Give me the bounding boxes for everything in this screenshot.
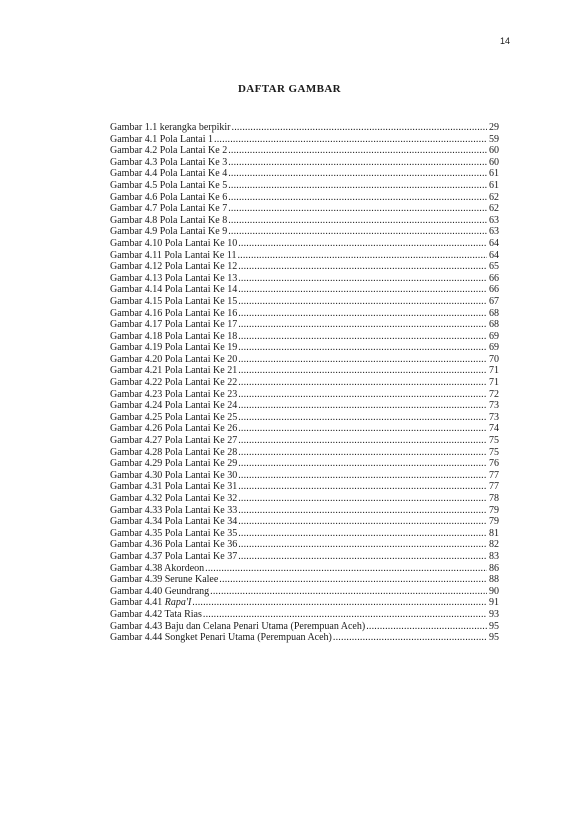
entry-label-text: Gambar 4.12 Pola Lantai Ke 12 (110, 261, 238, 273)
entry-label (110, 342, 237, 354)
entry-page-number: 93 (489, 608, 499, 620)
entry-label-text: Gambar 1.1 kerangka berpikir (110, 122, 231, 133)
dot-leader (238, 319, 487, 331)
dot-leader (228, 180, 487, 192)
figure-list (110, 122, 499, 644)
entry-page-number: 66 (489, 272, 499, 284)
entry-label-text: Gambar 4.3 Pola Lantai Ke 3 (110, 156, 228, 168)
entry-page-number: 68 (489, 307, 499, 319)
figure-list-entry[interactable] (110, 238, 499, 250)
dot-leader (237, 250, 487, 262)
entry-page-number: 77 (489, 481, 499, 493)
entry-label (110, 250, 236, 262)
entry-page-number: 77 (489, 469, 499, 481)
entry-label (110, 389, 237, 401)
entry-label (110, 261, 237, 273)
entry-page-number: 29 (489, 122, 499, 133)
dot-leader (238, 365, 487, 377)
entry-page-number: 61 (489, 168, 499, 180)
entry-page-number: 86 (489, 562, 499, 574)
dot-leader (238, 331, 487, 343)
dot-leader (333, 632, 487, 644)
figure-list-entry[interactable] (110, 447, 499, 459)
entry-label (110, 238, 237, 250)
entry-page-number: 66 (489, 284, 499, 296)
entry-page-number: 59 (489, 133, 499, 145)
dot-leader (232, 122, 487, 134)
entry-page-number: 61 (489, 179, 499, 191)
entry-label (110, 308, 237, 320)
entry-page-number: 63 (489, 214, 499, 226)
figure-list-entry[interactable] (110, 308, 499, 320)
dot-leader (228, 192, 487, 204)
entry-page-number: 90 (489, 585, 499, 597)
entry-page-number: 62 (489, 191, 499, 203)
entry-page-number: 67 (489, 295, 499, 307)
figure-list-entry[interactable] (110, 377, 499, 389)
entry-page-number: 63 (489, 226, 499, 238)
entry-label-text: Gambar 4.14 Pola Lantai Ke 14 (110, 284, 238, 296)
figure-list-entry[interactable] (110, 250, 499, 262)
entry-label-text: Gambar 4.28 Pola Lantai Ke 28 (110, 446, 238, 458)
dot-leader (214, 134, 487, 146)
entry-label-text: Gambar 4.35 Pola Lantai Ke 35 (110, 527, 238, 539)
entry-page-number: 88 (489, 574, 499, 586)
entry-label (110, 458, 237, 470)
entry-label (110, 516, 237, 528)
dot-leader (238, 284, 487, 296)
entry-label (110, 319, 237, 331)
entry-page-number: 69 (489, 330, 499, 342)
entry-label (110, 435, 237, 447)
dot-leader (238, 389, 487, 401)
figure-list-entry[interactable] (110, 331, 499, 343)
page-title: DAFTAR GAMBAR (237, 83, 342, 95)
entry-label-text: Gambar 4.2 Pola Lantai Ke 2 (110, 145, 228, 157)
dot-leader (238, 342, 487, 354)
entry-label-text: Gambar 4.1 Pola Lantai 1 (110, 133, 214, 145)
entry-page-number: 69 (489, 342, 499, 354)
entry-label-text: Gambar 4.19 Pola Lantai Ke 19 (110, 342, 238, 354)
entry-label (110, 203, 227, 215)
entry-label (110, 470, 237, 482)
entry-label-text: Gambar 4.22 Pola Lantai Ke 22 (110, 377, 238, 389)
entry-page-number: 95 (489, 620, 499, 632)
entry-label-text: Gambar 4.40 Geundrang (110, 585, 210, 597)
entry-page-number: 68 (489, 319, 499, 331)
entry-page-number: 64 (489, 249, 499, 261)
figure-list-entry[interactable] (110, 296, 499, 308)
entry-page-number: 64 (489, 237, 499, 249)
entry-label-text: Gambar 4.10 Pola Lantai Ke 10 (110, 237, 238, 249)
dot-leader (238, 470, 487, 482)
entry-label (110, 551, 237, 563)
entry-label (110, 423, 237, 435)
entry-label (110, 168, 227, 180)
entry-label-text: Gambar 4.27 Pola Lantai Ke 27 (110, 435, 238, 447)
figure-list-entry[interactable] (110, 621, 499, 633)
dot-leader (228, 145, 487, 157)
entry-label-text: Gambar 4.7 Pola Lantai Ke 7 (110, 203, 228, 215)
figure-list-entry[interactable] (110, 203, 499, 215)
figure-list-entry[interactable] (110, 145, 499, 157)
entry-page-number: 60 (489, 145, 499, 157)
entry-label-text: Gambar 4.9 Pola Lantai Ke 9 (110, 226, 228, 238)
entry-label-text: Gambar 4.33 Pola Lantai Ke 33 (110, 504, 238, 516)
figure-list-entry[interactable] (110, 505, 499, 517)
entry-page-number: 62 (489, 203, 499, 215)
dot-leader (238, 458, 487, 470)
entry-label-text: Gambar 4.21 Pola Lantai Ke 21 (110, 365, 238, 377)
dot-leader (228, 215, 487, 227)
figure-list-entry[interactable] (110, 319, 499, 331)
entry-label-text: Gambar 4.23 Pola Lantai Ke 23 (110, 388, 238, 400)
dot-leader (238, 412, 487, 424)
dot-leader (238, 528, 487, 540)
dot-leader (238, 539, 487, 551)
entry-label (110, 354, 237, 366)
entry-page-number: 78 (489, 493, 499, 504)
entry-label-text: Gambar 4.26 Pola Lantai Ke 26 (110, 423, 238, 435)
entry-page-number: 79 (489, 516, 499, 528)
entry-label (110, 539, 237, 551)
entry-label (110, 157, 227, 169)
figure-list-entry[interactable] (110, 435, 499, 447)
figure-list-entry[interactable] (110, 342, 499, 354)
entry-label-text: Gambar 4.5 Pola Lantai Ke 5 (110, 179, 228, 191)
entry-label (110, 331, 237, 343)
entry-page-number: 91 (489, 597, 499, 609)
dot-leader (238, 516, 487, 528)
entry-label (110, 273, 237, 285)
figure-list-entry[interactable] (110, 134, 499, 146)
figure-list-entry[interactable] (110, 365, 499, 377)
entry-label-text: Gambar 4.30 Pola Lantai Ke 30 (110, 469, 238, 481)
dot-leader (238, 238, 487, 250)
entry-label (110, 528, 237, 540)
dot-leader (228, 203, 487, 215)
entry-page-number: 82 (489, 539, 499, 551)
entry-label-text: Gambar 4.13 Pola Lantai Ke 13 (110, 272, 238, 284)
figure-list-entry[interactable] (110, 180, 499, 192)
entry-page-number: 71 (489, 377, 499, 389)
dot-leader (238, 377, 487, 389)
entry-label (110, 574, 218, 586)
dot-leader (238, 435, 487, 447)
entry-page-number: 74 (489, 423, 499, 435)
entry-page-number: 83 (489, 550, 499, 562)
entry-label-text: Gambar 4.42 Tata Rias (110, 608, 202, 620)
entry-label (110, 134, 213, 146)
figure-list-entry[interactable] (110, 539, 499, 551)
page-number: 14 (499, 36, 510, 46)
figure-list-entry[interactable] (110, 400, 499, 412)
entry-label-text: Gambar 4.44 Songket Penari Utama (Perempuan Aceh) (110, 632, 332, 644)
entry-page-number: 73 (489, 400, 499, 412)
figure-list-entry[interactable] (110, 284, 499, 296)
figure-list-entry[interactable] (110, 481, 499, 493)
entry-label-text: Gambar 4.31 Pola Lantai Ke 31 (110, 481, 238, 493)
entry-label (110, 563, 204, 575)
entry-label-text: Gambar 4.25 Pola Lantai Ke 25 (110, 411, 238, 423)
entry-page-number: 81 (489, 527, 499, 539)
entry-page-number: 60 (489, 156, 499, 168)
dot-leader (219, 574, 487, 586)
figure-list-entry[interactable] (110, 226, 499, 238)
dot-leader (228, 157, 487, 169)
entry-label-text: Gambar 4.6 Pola Lantai Ke 6 (110, 191, 228, 203)
figure-list-entry[interactable] (110, 168, 499, 180)
entry-label (110, 400, 237, 412)
dot-leader (238, 423, 487, 435)
dot-leader (238, 551, 487, 563)
entry-label-text: Gambar 4.20 Pola Lantai Ke 20 (110, 353, 238, 365)
figure-list-entry[interactable] (110, 458, 499, 470)
dot-leader (205, 563, 487, 575)
entry-label-text: Gambar 4.39 Serune Kalee (110, 574, 219, 586)
entry-label-text: Gambar 4.36 Pola Lantai Ke 36 (110, 539, 238, 551)
entry-label-text: Gambar 4.24 Pola Lantai Ke 24 (110, 400, 238, 412)
entry-page-number: 75 (489, 446, 499, 458)
entry-label-text: Gambar 4.18 Pola Lantai Ke 18 (110, 330, 238, 342)
entry-label-text: Gambar 4.8 Pola Lantai Ke 8 (110, 214, 228, 226)
entry-label (110, 586, 209, 598)
entry-label (110, 632, 332, 644)
entry-label (110, 597, 191, 609)
dot-leader (238, 481, 487, 493)
dot-leader (238, 354, 487, 366)
entry-label (110, 412, 237, 424)
entry-page-number: 76 (489, 458, 499, 470)
entry-label-italic: Rapa'I (164, 597, 192, 609)
figure-list-entry[interactable] (110, 389, 499, 401)
dot-leader (238, 505, 487, 517)
entry-page-number: 70 (489, 353, 499, 365)
entry-label (110, 296, 237, 308)
figure-list-entry[interactable] (110, 632, 499, 644)
entry-label-text: Gambar 4.41 (110, 597, 165, 609)
entry-label (110, 180, 227, 192)
entry-label-text: Gambar 4.29 Pola Lantai Ke 29 (110, 458, 238, 470)
figure-list-entry[interactable] (110, 354, 499, 366)
figure-list-entry[interactable] (110, 551, 499, 563)
entry-page-number: 65 (489, 261, 499, 273)
entry-label (110, 621, 365, 633)
figure-list-entry[interactable] (110, 574, 499, 586)
entry-label-text: Gambar 4.37 Pola Lantai Ke 37 (110, 550, 238, 562)
dot-leader (238, 273, 487, 285)
entry-label-text: Gambar 4.16 Pola Lantai Ke 16 (110, 307, 238, 319)
entry-label-text: Gambar 4.32 Pola Lantai Ke 32 (110, 493, 238, 504)
figure-list-entry[interactable] (110, 470, 499, 482)
entry-label (110, 365, 237, 377)
entry-label (110, 122, 231, 134)
dot-leader (238, 308, 487, 320)
dot-leader (238, 261, 487, 273)
entry-page-number: 75 (489, 435, 499, 447)
entry-page-number: 79 (489, 504, 499, 516)
dot-leader (228, 168, 487, 180)
dot-leader (366, 621, 487, 633)
dot-leader (210, 586, 487, 598)
figure-list-entry[interactable] (110, 493, 499, 505)
dot-leader (238, 447, 487, 459)
figure-list-entry[interactable] (110, 122, 499, 134)
entry-label-text: Gambar 4.38 Akordeon (110, 562, 205, 574)
dot-leader (192, 597, 487, 609)
entry-label (110, 505, 237, 517)
figure-list-entry[interactable] (110, 563, 499, 575)
figure-list-entry[interactable] (110, 423, 499, 435)
entry-label (110, 609, 202, 621)
entry-label (110, 284, 237, 296)
figure-list-entry[interactable] (110, 215, 499, 227)
entry-page-number: 73 (489, 411, 499, 423)
figure-list-entry[interactable] (110, 192, 499, 204)
figure-list-entry[interactable] (110, 586, 499, 598)
figure-list-entry[interactable] (110, 516, 499, 528)
entry-label-text: Gambar 4.15 Pola Lantai Ke 15 (110, 295, 238, 307)
entry-label (110, 192, 227, 204)
entry-label-text: Gambar 4.43 Baju dan Celana Penari Utama (Perempuan Aceh) (110, 620, 366, 632)
figure-list-entry[interactable] (110, 412, 499, 424)
entry-label (110, 447, 237, 459)
entry-label-text: Gambar 4.17 Pola Lantai Ke 17 (110, 319, 238, 331)
dot-leader (228, 226, 487, 238)
dot-leader (238, 400, 487, 412)
entry-page-number: 71 (489, 365, 499, 377)
figure-list-entry[interactable] (110, 261, 499, 273)
dot-leader (203, 609, 487, 621)
figure-list-entry[interactable] (110, 528, 499, 540)
figure-list-entry[interactable] (110, 157, 499, 169)
entry-label (110, 377, 237, 389)
entry-label-text: Gambar 4.34 Pola Lantai Ke 34 (110, 516, 238, 528)
entry-label-text: Gambar 4.11 Pola Lantai Ke 11 (110, 249, 237, 261)
entry-label (110, 493, 237, 505)
figure-list-entry[interactable] (110, 597, 499, 609)
entry-page-number: 95 (489, 632, 499, 644)
figure-list-entry[interactable] (110, 609, 499, 621)
figure-list-entry[interactable] (110, 273, 499, 285)
entry-label (110, 481, 237, 493)
entry-label (110, 215, 227, 227)
dot-leader (238, 296, 487, 308)
entry-page-number: 72 (489, 388, 499, 400)
entry-label (110, 145, 227, 157)
entry-label-text: Gambar 4.4 Pola Lantai Ke 4 (110, 168, 228, 180)
entry-label (110, 226, 227, 238)
dot-leader (238, 493, 487, 505)
